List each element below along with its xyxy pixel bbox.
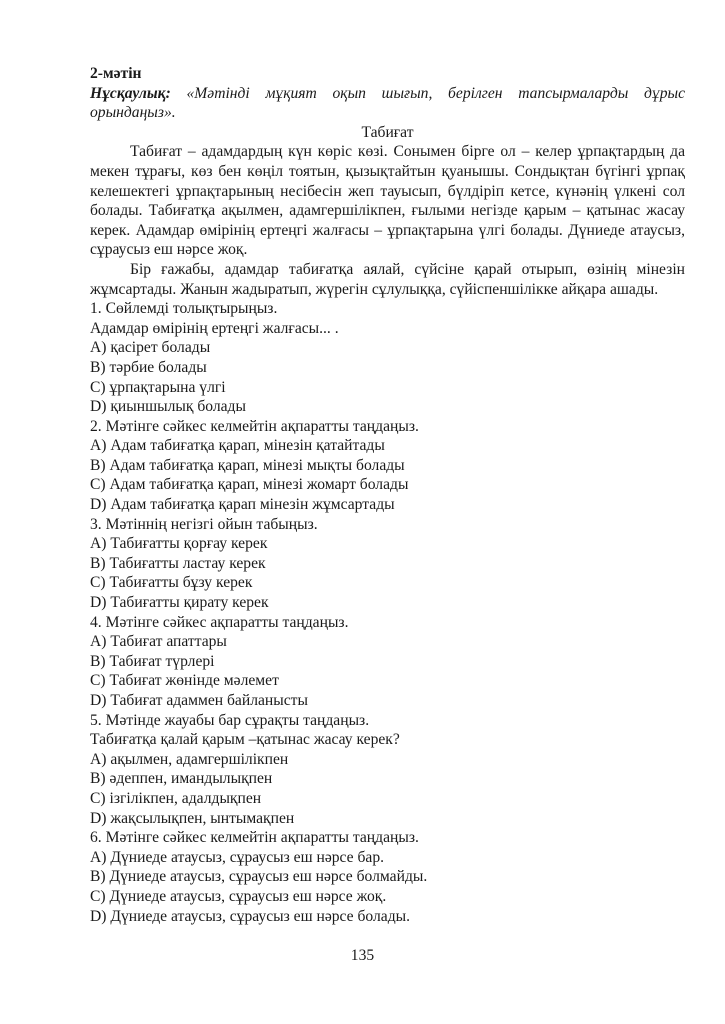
option-c: C) Табиғат жөнінде мәлемет	[90, 672, 279, 690]
instruction	[90, 84, 685, 123]
option-a: A) қасірет болады	[90, 339, 211, 357]
question-prompt: 4. Мәтінге сәйкес ақпаратты таңдаңыз.	[90, 613, 349, 631]
instruction-label: Нұсқаулық:	[90, 84, 171, 102]
question-4	[90, 613, 685, 711]
question-stem: Табиғатқа қалай қарым –қатынас жасау керек?	[90, 731, 400, 749]
option-a: A) ақылмен, адамгершілікпен	[90, 750, 289, 768]
option-d: D) Дүниеде атаусыз, сұраусыз еш нәрсе болады.	[90, 907, 411, 925]
question-prompt: 6. Мәтінге сәйкес келмейтін ақпаратты таңдаңыз.	[90, 829, 419, 847]
question-prompt: 1. Сөйлемді толықтырыңыз.	[90, 300, 278, 318]
option-d: D) Адам табиғатқа қарап мінезін жұмсартады	[90, 496, 395, 514]
option-a: A) Табиғат апаттары	[90, 633, 227, 651]
option-a: A) Дүниеде атаусыз, сұраусыз еш нәрсе бар.	[90, 848, 385, 866]
option-a: A) Табиғатты қорғау керек	[90, 535, 268, 553]
question-prompt: 3. Мәтіннің негізгі ойын табыңыз.	[90, 515, 318, 533]
option-c: C) ізгілікпен, адалдықпен	[90, 789, 262, 807]
question-6	[90, 828, 685, 926]
option-b: B) Адам табиғатқа қарап, мінезі мықты болады	[90, 456, 405, 474]
paragraph-1: Табиғат – адамдардың күн көріс көзі. Сонымен бірге ол – келер ұрпақтардың да мекен тұрағы, көз бен көңіл тоятын, қызықтайтын қуанышы. Сондықтан бүгінгі ұрпақ келешектегі ұрпақтарының несібесін жеп тауысып, бүлдіріп кетсе, күнәнің үлкені сол болады. Табиғатқа ақылмен, адамгершілікпен, ғылыми негізде қарым – қатынас жасау керек. Адамдар өмірінің ертеңгі жалғасы – ұрпақтарына үлгі болады. Дүниеде атаусыз, сұраусыз еш нәрсе жоқ.	[90, 143, 685, 259]
option-b: B) тәрбие болады	[90, 358, 207, 376]
option-a: A) Адам табиғатқа қарап, мінезін қатайтады	[90, 437, 385, 455]
option-d: D) жақсылықпен, ынтымақпен	[90, 809, 295, 827]
text-title: Табиғат	[361, 123, 414, 141]
question-prompt: 2. Мәтінге сәйкес келмейтін ақпаратты таңдаңыз.	[90, 417, 419, 435]
option-c: C) Адам табиғатқа қарап, мінезі жомарт болады	[90, 476, 409, 494]
paragraph-2: Бір ғажабы, адамдар табиғатқа аялай, сүйсіне қарай отырып, өзінің мінезін жұмсартады. Жанын жадыратып, жүрегін сұлулыққа, сүйіспеншілікке айқара ашады.	[90, 260, 685, 298]
question-2	[90, 417, 685, 515]
option-b: B) әдеппен, имандылықпен	[90, 770, 273, 788]
option-c: C) ұрпақтарына үлгі	[90, 378, 226, 396]
question-1	[90, 299, 685, 417]
option-c: C) Дүниеде атаусыз, сұраусыз еш нәрсе жоқ.	[90, 887, 387, 905]
option-d: D) қиыншылық болады	[90, 398, 246, 416]
question-prompt: 5. Мәтінде жауабы бар сұрақты таңдаңыз.	[90, 711, 370, 729]
question-3	[90, 515, 685, 613]
option-d: D) Табиғат адаммен байланысты	[90, 692, 308, 709]
option-b: B) Табиғат түрлері	[90, 652, 215, 670]
option-c: C) Табиғатты бұзу керек	[90, 574, 253, 592]
instruction-text: «Мәтінді мұқият оқып шығып, берілген тапсырмаларды дұрыс орындаңыз».	[90, 84, 685, 122]
option-b: B) Дүниеде атаусыз, сұраусыз еш нәрсе болмайды.	[90, 868, 428, 886]
document-page	[90, 64, 685, 926]
option-d: D) Табиғатты қирату керек	[90, 594, 269, 612]
section-heading: 2-мәтін	[90, 65, 142, 82]
question-5	[90, 711, 685, 829]
option-b: B) Табиғатты ластау керек	[90, 554, 266, 572]
page-number: 135	[350, 947, 375, 964]
question-stem: Адамдар өмірінің ертеңгі жалғасы... .	[90, 319, 339, 337]
